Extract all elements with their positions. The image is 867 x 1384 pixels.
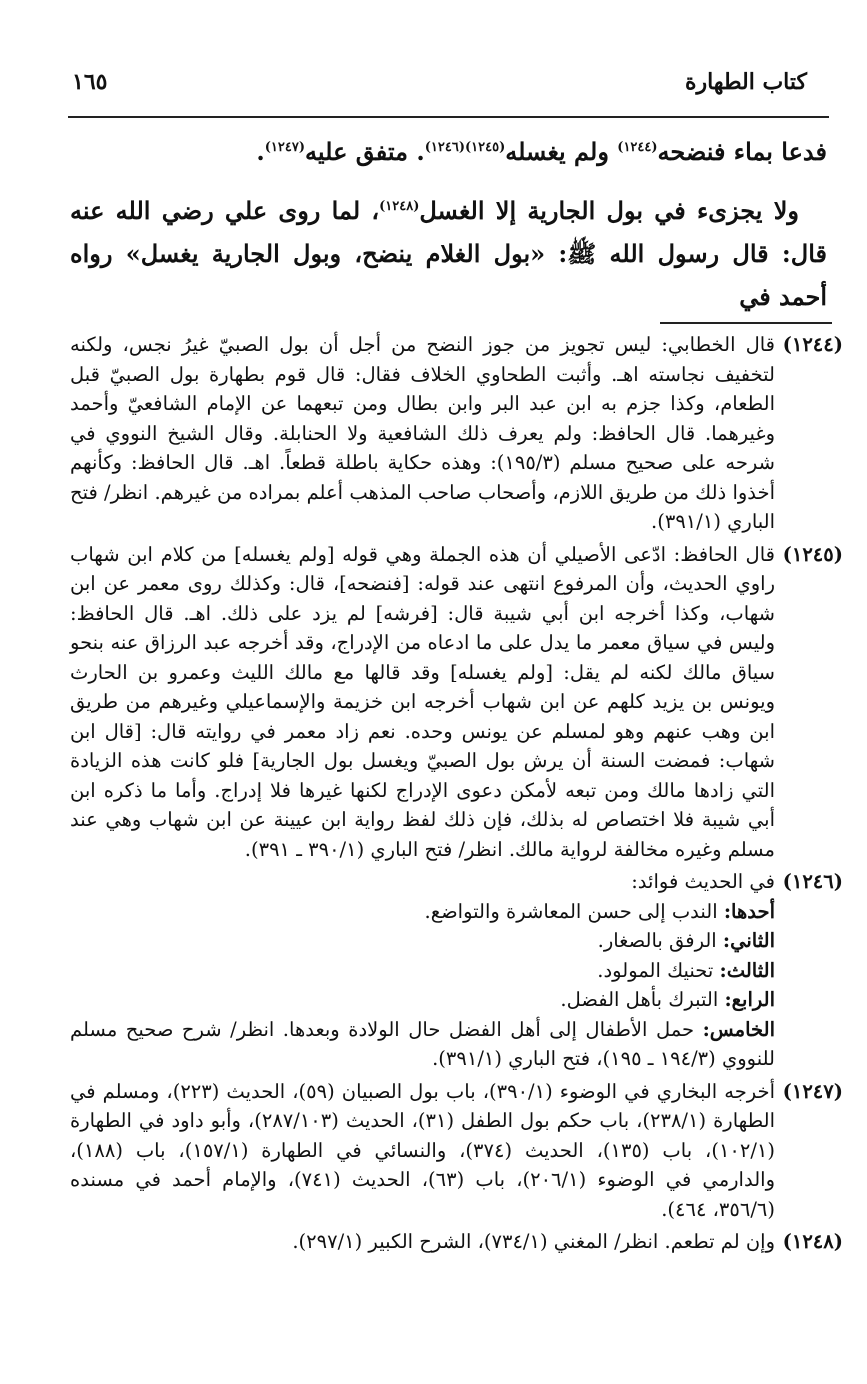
main-paragraph-2: ولا يجزىء في بول الجارية إلا الغسل$^{(١٢٤٨)}$، لما روى علي رضي الله عنه قال: قال رسول الله ﷺ: «بول الغلام ينضح، وبول الجارية يغسل» رواه أحمد في [70, 196, 827, 311]
footnote [70, 867, 843, 1074]
benefit-item: الرابع: التبرك بأهل الفضل. [560, 988, 775, 1011]
footnote-intro: في الحديث فوائد: [631, 870, 775, 893]
page-number: ١٦٥ [72, 69, 108, 95]
footnote-number: (١٢٤٧) [782, 1079, 843, 1103]
footnote-ref[interactable]: (١٢٤٥)(١٢٤٦) [424, 140, 506, 155]
footnote-number: (١٢٤٨) [782, 1230, 843, 1253]
main-text [70, 126, 827, 330]
benefit-item: أحدها: الندب إلى حسن المعاشرة والتواضع. [424, 899, 775, 923]
footnote [70, 330, 843, 537]
footnote-ref[interactable]: (١٢٤٤) [617, 140, 658, 155]
benefit-item: الثاني: الرفق بالصغار. [597, 929, 775, 952]
footnote-ref[interactable]: (١٢٤٨) [379, 199, 420, 214]
footnote [70, 1227, 843, 1257]
footnote-number: (١٢٤٦) [782, 870, 843, 893]
footnote [70, 540, 843, 865]
footnote-ref[interactable]: (١٢٤٧) [264, 140, 306, 155]
footnote [70, 1077, 843, 1225]
footnote-number: (١٢٤٥) [782, 542, 843, 566]
benefit-item: الثالث: تحنيك المولود. [597, 958, 775, 982]
footnotes [70, 330, 843, 1260]
footnote-text: أخرجه البخاري في الوضوء (٣٩٠/١)، باب بول الصبيان (٥٩)، الحديث (٢٢٣)، ومسلم في الطهارة (٢٣٨/١)، باب حكم بول الطفل (٣١)، الحديث (٢٨٧/١٠٣)، وأبو داود في الطهارة (١٠٢/١)، باب (١٣٥)، الحديث (٣٧٤)، والنسائي في الطهارة (١٥٧/١)، باب (١٨٨)، والدارمي في الوضوء (٢٠٦/١)، باب (٦٣)، الحديث (٧٤١)، والإمام أحمد في مسنده (٣٥٦/٦، ٤٦٤). [70, 1079, 776, 1221]
chapter-title: كتاب الطهارة [684, 69, 807, 95]
footnote-number: (١٢٤٤) [782, 333, 843, 356]
footnote-divider [660, 322, 832, 324]
footnote-text: قال الخطابي: ليس تجويز من جوز النضح من أجل أن بول الصبيّ غيرُ نجس، ولكنه لتخفيف نجاسته اهـ. وأثبت الطحاوي الخلاف فقال: قال قوم بطهارة بول الصبيّ قبل الطعام، وكذا جزم به ابن عبد البر وابن بطال ومن تبعهما عن الإمام الشافعيّ وأحمد وغيرهما. قال الحافظ: ولم يعرف ذلك الشافعية ولا الحنابلة. وقال الشيخ النووي في شرحه على صحيح مسلم (١٩٥/٣): وهذه حكاية باطلة قطعاً. اهـ. قال الحافظ: وكأنهم أخذوا ذلك من طريق اللازم، وأصحاب صاحب المذهب أعلم بمراده من غيرهم. انظر/ فتح الباري (٣٩١/١). [70, 333, 775, 533]
footnote-text: وإن لم تطعم. انظر/ المغني (٧٣٤/١)، الشرح الكبير (٢٩٧/١). [292, 1230, 775, 1253]
running-header [72, 62, 807, 102]
benefit-item: الخامس: حمل الأطفال إلى أهل الفضل حال الولادة وبعدها. انظر/ شرح صحيح مسلم للنووي (١٩٤/٣ ـ ١٩٥)، فتح الباري (٣٩١/١). [70, 1017, 775, 1070]
header-divider [68, 116, 829, 118]
main-line-1: فدعا بماء فنضحه$^{(١٢٤٤)}$ ولم يغسله$^{(١٢٤٥)(١٢٤٦)}$. متفق عليه$^{(١٢٤٧)}$. [256, 137, 827, 166]
footnote-list [70, 867, 775, 1074]
footnote-text: قال الحافظ: ادّعى الأصيلي أن هذه الجملة وهي قوله [ولم يغسله] من كلام ابن شهاب راوي الحديث، وأن المرفوع انتهى عند قوله: [فنضحه]، قال: وكذلك روى معمر عن ابن شهاب، وكذا أخرجه ابن أبي شيبة قال: [فرشه] لم يزد على ذلك. اهـ. قال الحافظ: وليس في سياق معمر ما يدل على ما ادعاه من الإدراج، وقد أخرجه عبد الرزاق عنه بنحو سياق مالك لكنه لم يقل: [ولم يغسله] وقد قالها مع مالك الليث وعمرو بن الحارث ويونس بن يزيد كلهم عن ابن شهاب أخرجه ابن خزيمة والإسماعيلي وغيرهم من طريق ابن وهب عنهم وهو لمسلم عن يونس وحده. نعم زاد معمر في روايته قال: [قال ابن شهاب: فمضت السنة أن يرش بول الصبيّ ويغسل بول الجارية] فلو كانت هذه الزيادة التي زادها مالك ومن تبعه لأمكن دعوى الإدراج لكنها غيرها فلا إدراج. وأما ما ذكره ابن أبي شيبة فلا اختصاص له بذلك، فإن ذلك لفظ رواية ابن عيينة عن ابن شهاب وهي عند مسلم وغيره مخالفة لرواية مالك. انظر/ فتح الباري (٣٩٠/١ ـ ٣٩١). [70, 542, 775, 861]
